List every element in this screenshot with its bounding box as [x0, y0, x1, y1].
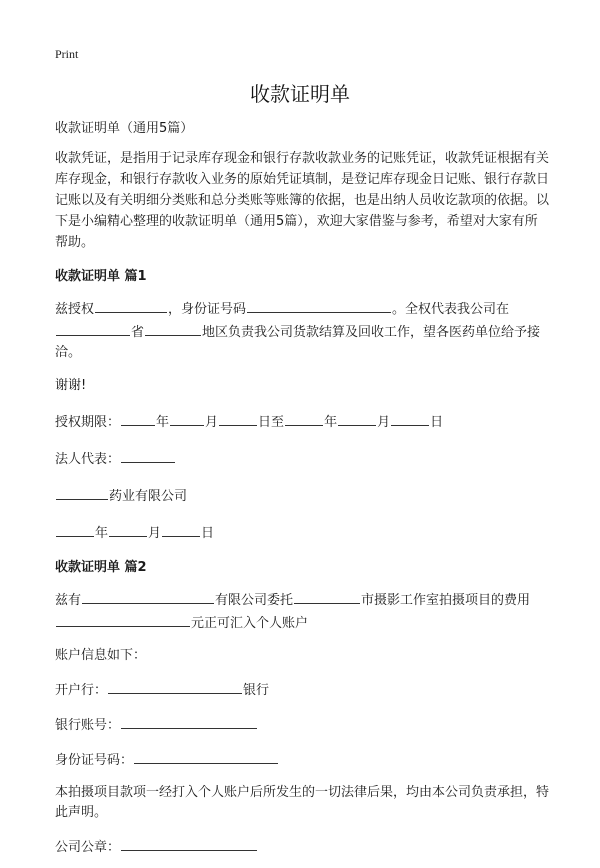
text-segment: 元正可汇入个人账户	[191, 616, 309, 631]
intro-paragraph: 收款凭证，是指用于记录库存现金和银行存款收款业务的记账凭证，收款凭证根据有关库存现金，和银行存款收入业务的原始凭证填制，是登记库存现金日记账、银行存款日记账以及有关明细分类账和总分类账等账簿的依据，也是出纳人员收讫款项的依据。以下是小编精心整理的收款证明单（通用5篇），欢迎大家借鉴与参考，希望对大家有所帮助。	[55, 151, 550, 250]
thanks-text: 谢谢!	[55, 378, 87, 393]
blank-line	[95, 297, 167, 313]
document-title: 收款证明单	[250, 82, 350, 106]
blank-line	[219, 410, 257, 426]
period-label: 授权期限：	[55, 415, 121, 430]
blank-line	[56, 611, 190, 627]
section2-heading: 收款证明单 篇2	[55, 560, 147, 575]
text-segment: ，身份证号码	[168, 302, 247, 317]
blank-line	[109, 521, 147, 537]
day-label: 日	[201, 526, 215, 541]
blank-line	[162, 521, 200, 537]
bank-label: 开户行：	[55, 683, 108, 698]
year-label: 年	[95, 526, 109, 541]
id-number-label: 身份证号码：	[55, 753, 134, 768]
company-suffix: 药业有限公司	[109, 489, 188, 504]
day-to-label: 日至	[258, 415, 285, 430]
text-segment: 有限公司委托	[215, 593, 294, 608]
section1-heading: 收款证明单 篇1	[55, 269, 147, 284]
blank-line	[56, 521, 94, 537]
text-segment: 兹授权	[55, 302, 95, 317]
section1-date	[55, 521, 550, 544]
company-name-line	[55, 484, 550, 507]
text-segment: 。全权代表我公司在	[392, 302, 510, 317]
blank-line	[121, 410, 155, 426]
month-label: 月	[148, 526, 162, 541]
year-label: 年	[156, 415, 170, 430]
day-label: 日	[430, 415, 444, 430]
blank-line	[121, 713, 257, 729]
document-subtitle: 收款证明单（通用5篇）	[55, 121, 194, 136]
year-label: 年	[324, 415, 338, 430]
blank-line	[338, 410, 376, 426]
legal-rep-label: 法人代表：	[55, 452, 121, 467]
month-label: 月	[377, 415, 391, 430]
section1-authorization-paragraph	[55, 297, 550, 363]
blank-line	[170, 410, 204, 426]
legal-representative	[55, 447, 550, 470]
blank-line	[56, 320, 130, 336]
account-info-heading: 账户信息如下：	[55, 648, 147, 663]
print-label: Print	[55, 47, 79, 61]
document-body	[55, 119, 550, 868]
month-label: 月	[205, 415, 219, 430]
id-number-line	[55, 748, 550, 771]
blank-line	[294, 588, 360, 604]
blank-line	[121, 447, 175, 463]
blank-line	[108, 678, 242, 694]
account-number-line	[55, 713, 550, 736]
blank-line	[56, 484, 108, 500]
blank-line	[247, 297, 391, 313]
text-segment: 地区负责我公司货款结算及回收工作，望各医药单位给予接洽。	[55, 325, 541, 360]
section2-commission-paragraph	[55, 588, 550, 634]
blank-line	[391, 410, 429, 426]
account-number-label: 银行账号：	[55, 718, 121, 733]
blank-line	[285, 410, 323, 426]
text-segment: 省	[131, 325, 145, 340]
authorization-period	[55, 410, 550, 433]
blank-line	[121, 835, 257, 851]
company-seal-line	[55, 835, 550, 858]
bank-suffix: 银行	[243, 683, 270, 698]
text-segment: 兹有	[55, 593, 82, 608]
blank-line	[145, 320, 201, 336]
blank-line	[134, 748, 278, 764]
legal-statement: 本拍摄项目款项一经打入个人账户后所发生的一切法律后果，均由本公司负责承担，特此声明。	[55, 785, 550, 820]
blank-line	[82, 588, 214, 604]
seal-label: 公司公章：	[55, 840, 121, 855]
bank-line	[55, 678, 550, 701]
text-segment: 市摄影工作室拍摄项目的费用	[361, 593, 531, 608]
